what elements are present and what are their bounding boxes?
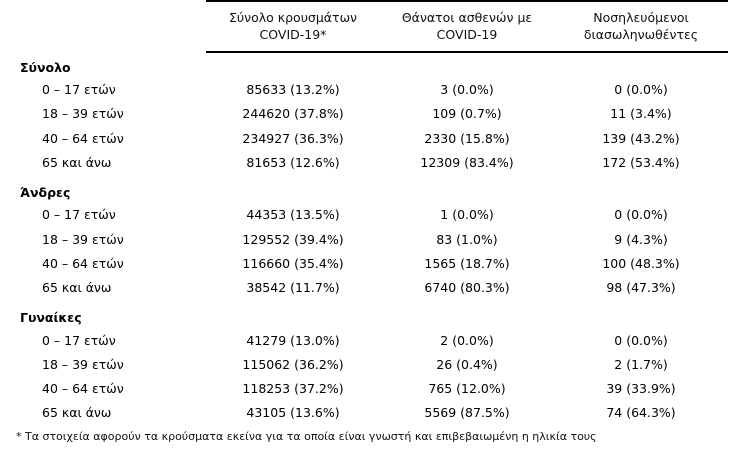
table-row [16,203,728,227]
group-heading-row [16,303,728,328]
cell-cases: 81653 (12.6%) [246,154,340,170]
header-cell-cases [206,1,380,52]
cell-deaths: 6740 (80.3%) [424,280,510,295]
header-intubated-line1: Νοσηλευόμενοι [593,10,689,25]
cell-cases: 44353 (13.5%) [246,207,340,223]
header-deaths-line2: COVID-19 [436,26,498,42]
table-header [16,1,728,52]
cell-cases: 41279 (13.0%) [246,332,340,348]
header-cell-blank [16,1,206,52]
row-label: 0 – 17 ετών [42,332,116,348]
cell-intubated: 0 (0.0%) [614,82,668,97]
cell-deaths: 1 (0.0%) [440,207,494,223]
header-intubated-line2: διασωληνωθέντες [583,26,699,42]
header-cases-line1: Σύνολο κρουσμάτων [228,10,358,25]
cell-deaths: 2330 (15.8%) [424,130,510,146]
cell-deaths: 26 (0.4%) [436,356,498,372]
row-label: 65 και άνω [42,280,112,295]
cell-deaths: 1565 (18.7%) [424,255,510,271]
covid-age-statistics-table [16,0,728,426]
header-cell-intubated [554,1,728,52]
table-row [16,329,728,353]
row-label: 40 – 64 ετών [42,381,124,396]
cell-deaths: 2 (0.0%) [440,332,494,348]
table-row [16,353,728,377]
table-row [16,127,728,151]
cell-intubated: 172 (53.4%) [602,154,680,170]
cell-cases: 234927 (36.3%) [242,130,344,146]
cell-intubated: 74 (64.3%) [606,405,676,421]
table-row [16,78,728,102]
group-heading-row [16,178,728,203]
table-row [16,377,728,401]
footnote [16,430,728,444]
cell-cases: 116660 (35.4%) [242,255,344,271]
cell-intubated: 139 (43.2%) [602,130,680,146]
table-row [16,102,728,126]
cell-cases: 129552 (39.4%) [242,231,344,247]
table-row [16,151,728,175]
cell-deaths: 109 (0.7%) [432,106,502,122]
table-row [16,228,728,252]
table-row [16,276,728,300]
header-cell-deaths [380,1,554,52]
row-label: 65 και άνω [42,154,112,170]
header-deaths-line1: Θάνατοι ασθενών με [401,10,533,25]
table-row [16,401,728,425]
cell-cases: 244620 (37.8%) [242,106,344,122]
table-body [16,52,728,426]
cell-cases: 118253 (37.2%) [242,381,344,396]
group-title-total: Σύνολο [20,59,71,75]
header-row [16,1,728,52]
cell-deaths: 83 (1.0%) [436,231,498,247]
group-title-women: Γυναίκες [20,310,82,326]
row-label: 65 και άνω [42,405,112,421]
cell-intubated: 9 (4.3%) [614,231,668,247]
cell-intubated: 2 (1.7%) [614,356,668,372]
row-label: 18 – 39 ετών [42,231,124,247]
cell-intubated: 0 (0.0%) [614,207,668,223]
cell-intubated: 0 (0.0%) [614,332,668,348]
header-cases-line2: COVID-19* [259,26,327,42]
cell-cases: 115062 (36.2%) [242,356,344,372]
cell-intubated: 100 (48.3%) [602,255,680,271]
row-label: 40 – 64 ετών [42,255,124,271]
row-label: 0 – 17 ετών [42,82,116,97]
row-label: 40 – 64 ετών [42,130,124,146]
cell-cases: 43105 (13.6%) [246,405,340,421]
cell-intubated: 39 (33.9%) [606,381,676,396]
footnote-marker: * [16,429,22,443]
cell-deaths: 3 (0.0%) [440,82,494,97]
row-label: 18 – 39 ετών [42,106,124,122]
footnote-text: Τα στοιχεία αφορούν τα κρούσματα εκείνα για τα οποία είναι γνωστή και επιβεβαιωμένη η ηλικία τους [25,429,597,443]
cell-intubated: 11 (3.4%) [610,106,672,122]
row-label: 18 – 39 ετών [42,356,124,372]
cell-deaths: 12309 (83.4%) [420,154,514,170]
cell-cases: 38542 (11.7%) [246,280,340,295]
cell-intubated: 98 (47.3%) [606,280,676,295]
group-title-men: Άνδρες [20,185,71,200]
cell-deaths: 765 (12.0%) [428,381,506,396]
group-heading-row [16,52,728,78]
row-label: 0 – 17 ετών [42,207,116,223]
cell-deaths: 5569 (87.5%) [424,405,510,421]
table-row [16,252,728,276]
cell-cases: 85633 (13.2%) [246,82,340,97]
